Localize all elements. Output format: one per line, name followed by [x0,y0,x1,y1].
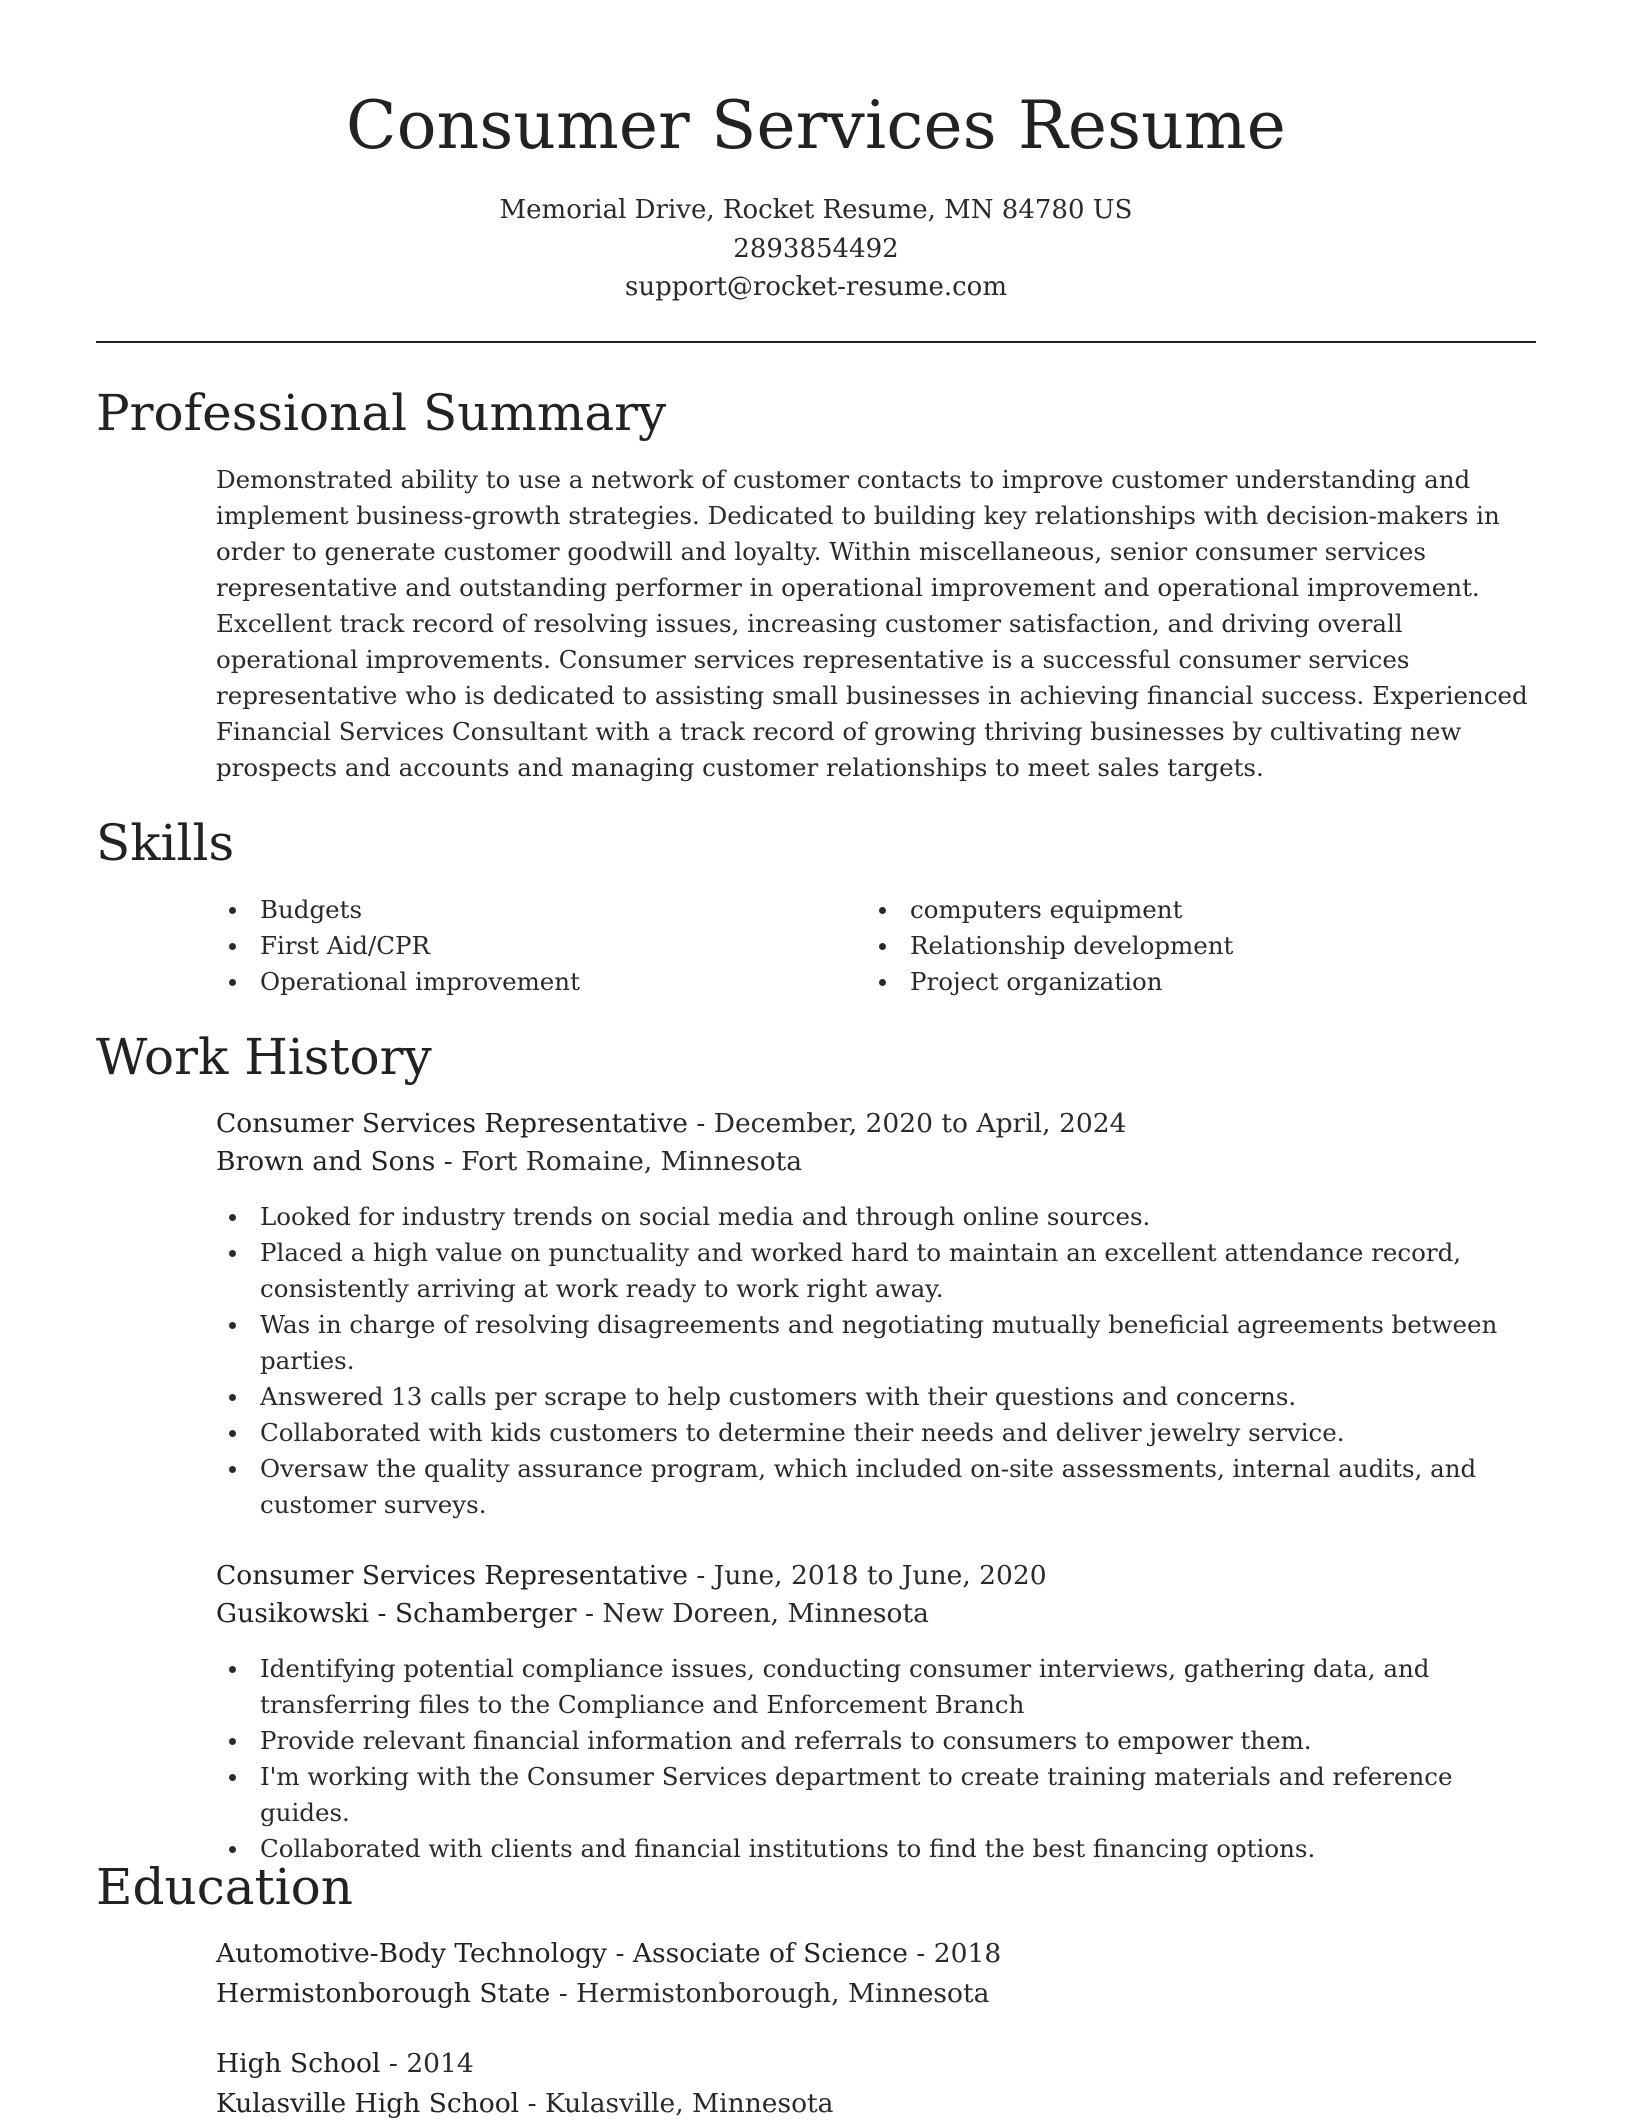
separator: - [576,1598,603,1629]
education-1-school-line [216,1975,1536,2013]
job-bullet: Answered 13 calls per scrape to help customers with their questions and concerns. [216,1379,1538,1415]
job-title: Consumer Services Representative [216,1560,688,1591]
job-bullet: Oversaw the quality assurance program, which included on-site assessments, internal audits, and customer surveys. [216,1451,1538,1523]
job-1-title-line [216,1105,1536,1143]
job-company: Brown and Sons [216,1146,436,1177]
skills-list-left [216,892,856,1000]
job-dates: June, 2018 to June, 2020 [713,1560,1047,1591]
separator: - [519,2088,545,2119]
education-1-program-line [216,1935,1536,1973]
header-divider [96,341,1536,343]
skill-item: Relationship development [866,928,1506,964]
summary-text: Demonstrated ability to use a network of customer contacts to improve customer understanding and implement business-growth strategies. Dedicated to building key relationships with decision-makers in order to generate customer goodwill and loyalty. Within miscellaneous, senior consumer services representative and outstanding performer in operational improvement and operational improvement. Excellent track record of resolving issues, increasing customer satisfaction, and driving overall operational improvements. Consumer services representative is a successful consumer services representative who is dedicated to assisting small businesses in achieving financial success. Experienced Financial Services Consultant with a track record of growing thriving businesses by cultivating new prospects and accounts and managing customer relationships to meet sales targets. [216,465,1528,782]
skill-item: Budgets [216,892,856,928]
separator: - [435,1146,462,1177]
job-bullet: I'm working with the Consumer Services department to create training materials and reference guides. [216,1759,1538,1831]
skill-item: Project organization [866,964,1506,1000]
education-program: High School [216,2048,381,2079]
job-bullet: Collaborated with clients and financial institutions to find the best financing options. [216,1831,1538,1867]
job-company: Gusikowski - Schamberger [216,1598,577,1629]
education-year: 2014 [406,2048,474,2079]
contact-address: Memorial Drive, Rocket Resume, MN 84780 US [499,195,1133,225]
skills-list-right [866,892,1506,1000]
education-2-program-line [216,2045,1536,2083]
job-title: Consumer Services Representative [216,1108,688,1139]
education-2-school-line [216,2085,1536,2123]
job-location: New Doreen, Minnesota [602,1598,929,1629]
education-school: Kulasville High School [216,2088,520,2119]
separator: - [607,1938,633,1969]
job-2-bullets [216,1651,1538,1867]
job-2-title-line [216,1557,1536,1595]
skill-item: Operational improvement [216,964,856,1000]
separator: - [907,1938,934,1969]
job-bullet: Collaborated with kids customers to determine their needs and deliver jewelry service. [216,1415,1538,1451]
job-bullet: Was in charge of resolving disagreements and negotiating mutually beneficial agreements between parties. [216,1307,1538,1379]
job-bullet: Identifying potential compliance issues, conducting consumer interviews, gathering data, and transferring files to the Compliance and Enforcement Branch [216,1651,1538,1723]
skill-item: First Aid/CPR [216,928,856,964]
summary-heading: Professional Summary [96,384,667,442]
education-program: Automotive-Body Technology [216,1938,608,1969]
education-location: Kulasville, Minnesota [544,2088,834,2119]
contact-phone: 2893854492 [733,234,899,264]
separator: - [687,1560,714,1591]
resume-title: Consumer Services Resume [346,87,1286,164]
separator: - [687,1108,714,1139]
job-location: Fort Romaine, Minnesota [461,1146,803,1177]
separator: - [380,2048,407,2079]
job-dates: December, 2020 to April, 2024 [713,1108,1127,1139]
job-2-company-line [216,1595,1536,1633]
contact-email: support@rocket-resume.com [624,272,1007,302]
job-bullet: Placed a high value on punctuality and worked hard to maintain an excellent attendance record, consistently arriving at work ready to work right away. [216,1235,1538,1307]
skills-heading: Skills [96,814,235,872]
separator: - [550,1978,577,2009]
education-year: 2018 [933,1938,1002,1969]
skill-item: computers equipment [866,892,1506,928]
job-bullet: Provide relevant financial information and referrals to consumers to empower them. [216,1723,1538,1759]
job-1-company-line [216,1143,1536,1181]
education-school: Hermistonborough State [216,1978,551,2009]
work-heading: Work History [96,1028,432,1086]
education-degree: Associate of Science [632,1938,908,1969]
job-1-bullets [216,1199,1538,1523]
job-bullet: Looked for industry trends on social media and through online sources. [216,1199,1538,1235]
education-location: Hermistonborough, Minnesota [576,1978,990,2009]
education-heading: Education [96,1858,353,1916]
